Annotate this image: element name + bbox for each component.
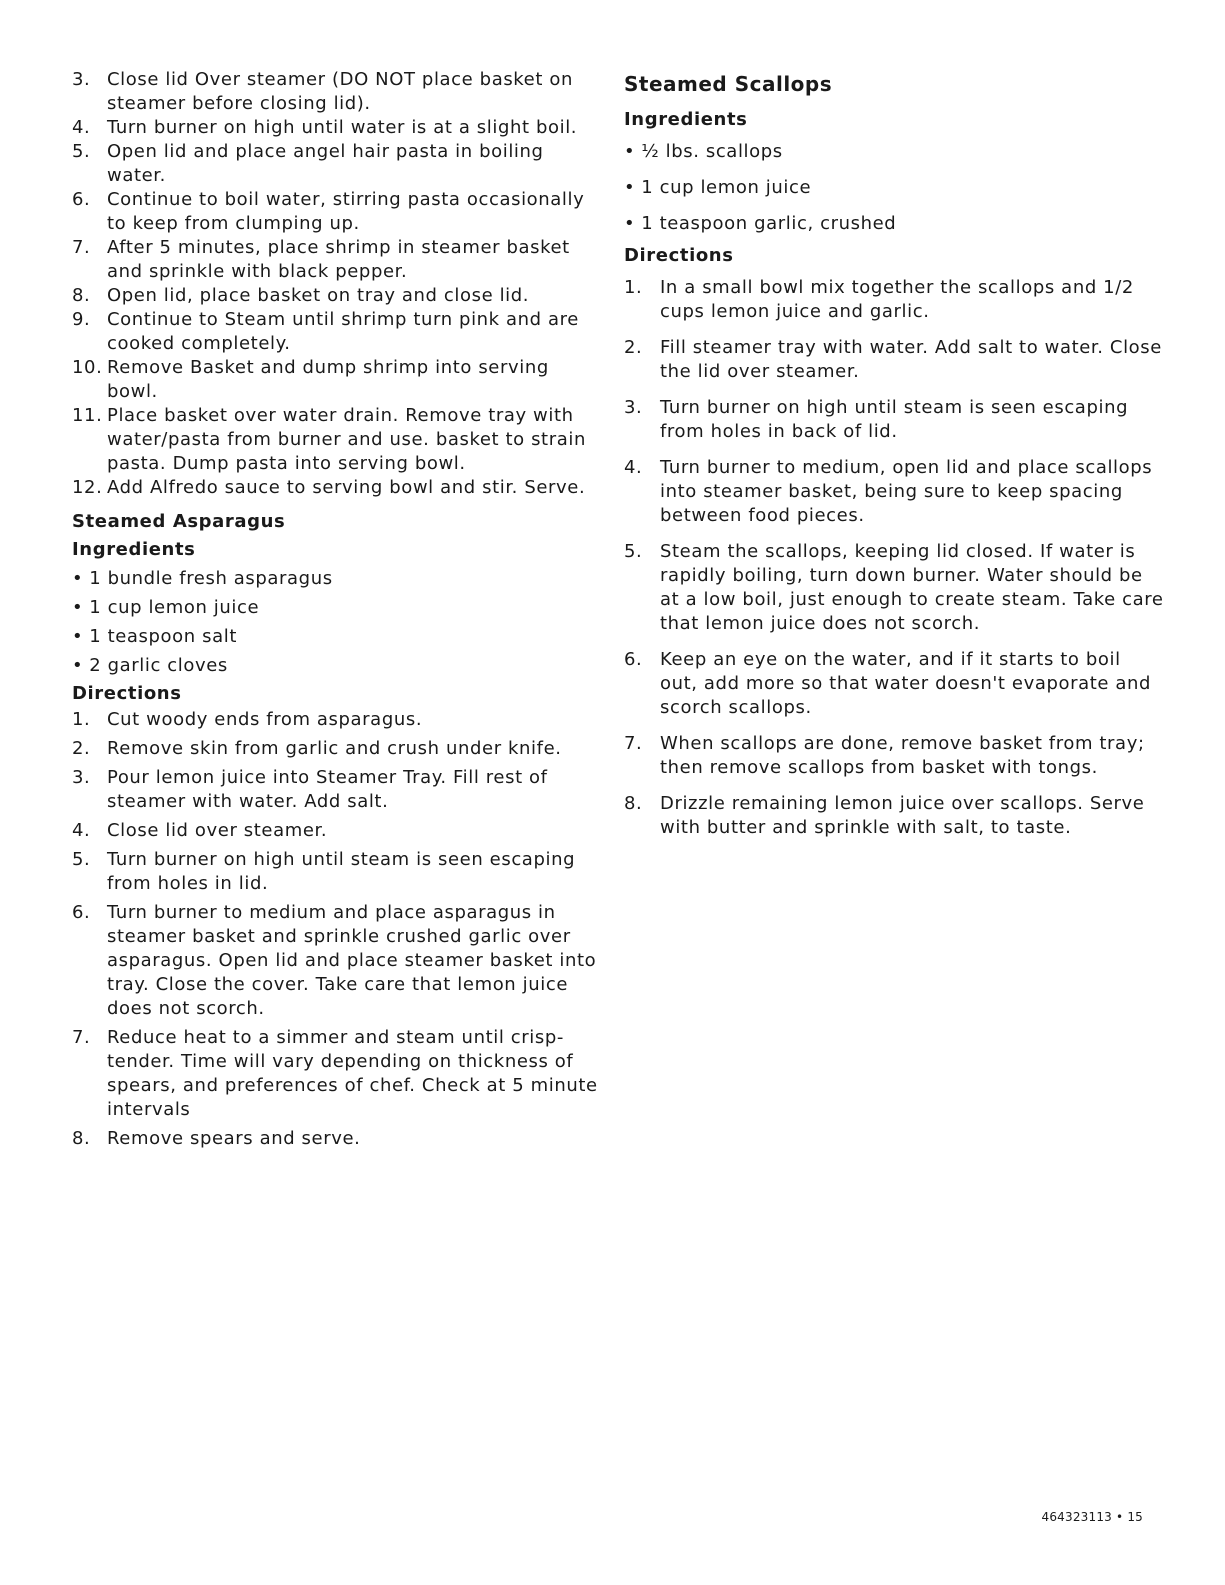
step-number: 6. — [72, 189, 91, 210]
bullet-icon: • — [72, 626, 84, 647]
step-text: Keep an eye on the water, and if it starts to boil out, add more so that water doesn't evaporate and scorch scallops. — [660, 649, 1152, 718]
list-item — [624, 170, 1164, 206]
list-item — [72, 593, 602, 622]
scallops-ingredients-heading: Ingredients — [624, 109, 748, 130]
list-item — [72, 116, 602, 140]
step-text: Turn burner on high until steam is seen escaping from holes in lid. — [107, 849, 576, 894]
step-number: 7. — [72, 1027, 91, 1048]
step-text: Open lid, place basket on tray and close lid. — [107, 285, 530, 306]
list-item — [624, 276, 1164, 324]
step-text: Turn burner to medium, open lid and place scallops into steamer basket, being sure to keep spacing between food pieces. — [660, 457, 1153, 526]
bullet-icon: • — [624, 141, 636, 162]
scallops-steps-list — [624, 276, 1164, 840]
step-text: Cut woody ends from asparagus. — [107, 709, 423, 730]
step-number: 7. — [72, 237, 91, 258]
bullet-icon: • — [72, 597, 84, 618]
ingredient-text: 2 garlic cloves — [89, 655, 228, 676]
list-item — [624, 206, 1164, 242]
step-number: 4. — [72, 117, 91, 138]
list-item — [72, 819, 602, 843]
asparagus-title: Steamed Asparagus — [72, 511, 286, 532]
step-text: Close lid over steamer. — [107, 820, 328, 841]
list-item — [72, 622, 602, 651]
bullet-icon: • — [624, 213, 636, 234]
bullet-icon: • — [624, 177, 636, 198]
step-text: When scallops are done, remove basket from tray; then remove scallops from basket with tongs. — [660, 733, 1145, 778]
step-number: 8. — [72, 1128, 91, 1149]
bullet-icon: • — [72, 655, 84, 676]
step-number: 3. — [624, 397, 643, 418]
list-item — [72, 1026, 602, 1122]
ingredient-text: 1 cup lemon juice — [89, 597, 260, 618]
step-number: 10. — [72, 357, 103, 378]
list-item — [72, 236, 602, 284]
step-text: Close lid Over steamer (DO NOT place basket on steamer before closing lid). — [107, 69, 573, 114]
list-item — [624, 134, 1164, 170]
list-item — [624, 792, 1164, 840]
scallops-directions-heading: Directions — [624, 245, 734, 266]
list-item — [72, 404, 602, 476]
page-footer: 464323113 • 15 — [1041, 1510, 1143, 1524]
step-text: Place basket over water drain. Remove tray with water/pasta from burner and use. basket to strain pasta. Dump pasta into serving bowl. — [107, 405, 586, 474]
step-number: 6. — [72, 902, 91, 923]
step-text: Turn burner on high until steam is seen escaping from holes in back of lid. — [660, 397, 1129, 442]
list-item — [624, 648, 1164, 720]
step-number: 3. — [72, 767, 91, 788]
list-item — [72, 140, 602, 188]
list-item — [72, 68, 602, 116]
step-text: Remove Basket and dump shrimp into serving bowl. — [107, 357, 549, 402]
step-text: After 5 minutes, place shrimp in steamer basket and sprinkle with black pepper. — [107, 237, 570, 282]
step-number: 5. — [72, 849, 91, 870]
step-text: In a small bowl mix together the scallops and 1/2 cups lemon juice and garlic. — [660, 277, 1134, 322]
list-item — [624, 732, 1164, 780]
list-item — [72, 356, 602, 404]
step-number: 8. — [624, 793, 643, 814]
step-number: 3. — [72, 69, 91, 90]
step-number: 12. — [72, 477, 103, 498]
list-item — [72, 848, 602, 896]
step-number: 4. — [72, 820, 91, 841]
step-text: Pour lemon juice into Steamer Tray. Fill rest of steamer with water. Add salt. — [107, 767, 548, 812]
step-number: 7. — [624, 733, 643, 754]
step-text: Continue to Steam until shrimp turn pink and are cooked completely. — [107, 309, 579, 354]
ingredient-text: 1 bundle fresh asparagus — [89, 568, 333, 589]
bullet-icon: • — [72, 568, 84, 589]
step-number: 1. — [624, 277, 643, 298]
step-text: Steam the scallops, keeping lid closed. If water is rapidly boiling, turn down burner. Water should be at a low boil, just enough to create steam. Take care that lemon juice does not scorch. — [660, 541, 1164, 634]
list-item — [72, 476, 602, 500]
list-item — [624, 396, 1164, 444]
step-text: Turn burner to medium and place asparagus in steamer basket and sprinkle crushed garlic over asparagus. Open lid and place steamer basket into tray. Close the cover. Take care that lemon juice does not scorch. — [107, 902, 597, 1019]
list-item — [72, 308, 602, 356]
ingredient-text: 1 teaspoon salt — [89, 626, 237, 647]
step-number: 9. — [72, 309, 91, 330]
step-number: 5. — [72, 141, 91, 162]
list-item — [624, 540, 1164, 636]
step-text: Remove spears and serve. — [107, 1128, 361, 1149]
list-item — [72, 188, 602, 236]
list-item — [72, 901, 602, 1021]
ingredient-text: 1 cup lemon juice — [641, 177, 812, 198]
step-text: Open lid and place angel hair pasta in boiling water. — [107, 141, 544, 186]
step-number: 2. — [72, 738, 91, 759]
step-text: Continue to boil water, stirring pasta occasionally to keep from clumping up. — [107, 189, 585, 234]
list-item — [624, 456, 1164, 528]
step-number: 11. — [72, 405, 103, 426]
right-column — [624, 68, 1164, 852]
list-item — [72, 766, 602, 814]
list-item — [624, 336, 1164, 384]
step-number: 4. — [624, 457, 643, 478]
step-text: Fill steamer tray with water. Add salt to water. Close the lid over steamer. — [660, 337, 1162, 382]
step-number: 8. — [72, 285, 91, 306]
list-item — [72, 708, 602, 732]
asparagus-steps-list — [72, 708, 602, 1151]
ingredient-text: ½ lbs. scallops — [641, 141, 783, 162]
list-item — [72, 1127, 602, 1151]
continued-steps-list — [72, 68, 602, 500]
list-item — [72, 564, 602, 593]
scallops-ingredients-list — [624, 134, 1164, 242]
list-item — [72, 737, 602, 761]
asparagus-ingredients-heading: Ingredients — [72, 539, 196, 560]
list-item — [72, 651, 602, 680]
asparagus-ingredients-list — [72, 564, 602, 680]
step-number: 5. — [624, 541, 643, 562]
step-text: Drizzle remaining lemon juice over scallops. Serve with butter and sprinkle with salt, to taste. — [660, 793, 1145, 838]
step-text: Remove skin from garlic and crush under knife. — [107, 738, 562, 759]
step-text: Reduce heat to a simmer and steam until crisp-tender. Time will vary depending on thickness of spears, and preferences of chef. Check at 5 minute intervals — [107, 1027, 598, 1120]
step-text: Add Alfredo sauce to serving bowl and stir. Serve. — [107, 477, 586, 498]
scallops-title: Steamed Scallops — [624, 72, 833, 96]
step-number: 6. — [624, 649, 643, 670]
asparagus-directions-heading: Directions — [72, 683, 182, 704]
list-item — [72, 284, 602, 308]
step-number: 2. — [624, 337, 643, 358]
step-number: 1. — [72, 709, 91, 730]
step-text: Turn burner on high until water is at a slight boil. — [107, 117, 578, 138]
left-column — [72, 68, 602, 1156]
ingredient-text: 1 teaspoon garlic, crushed — [641, 213, 897, 234]
